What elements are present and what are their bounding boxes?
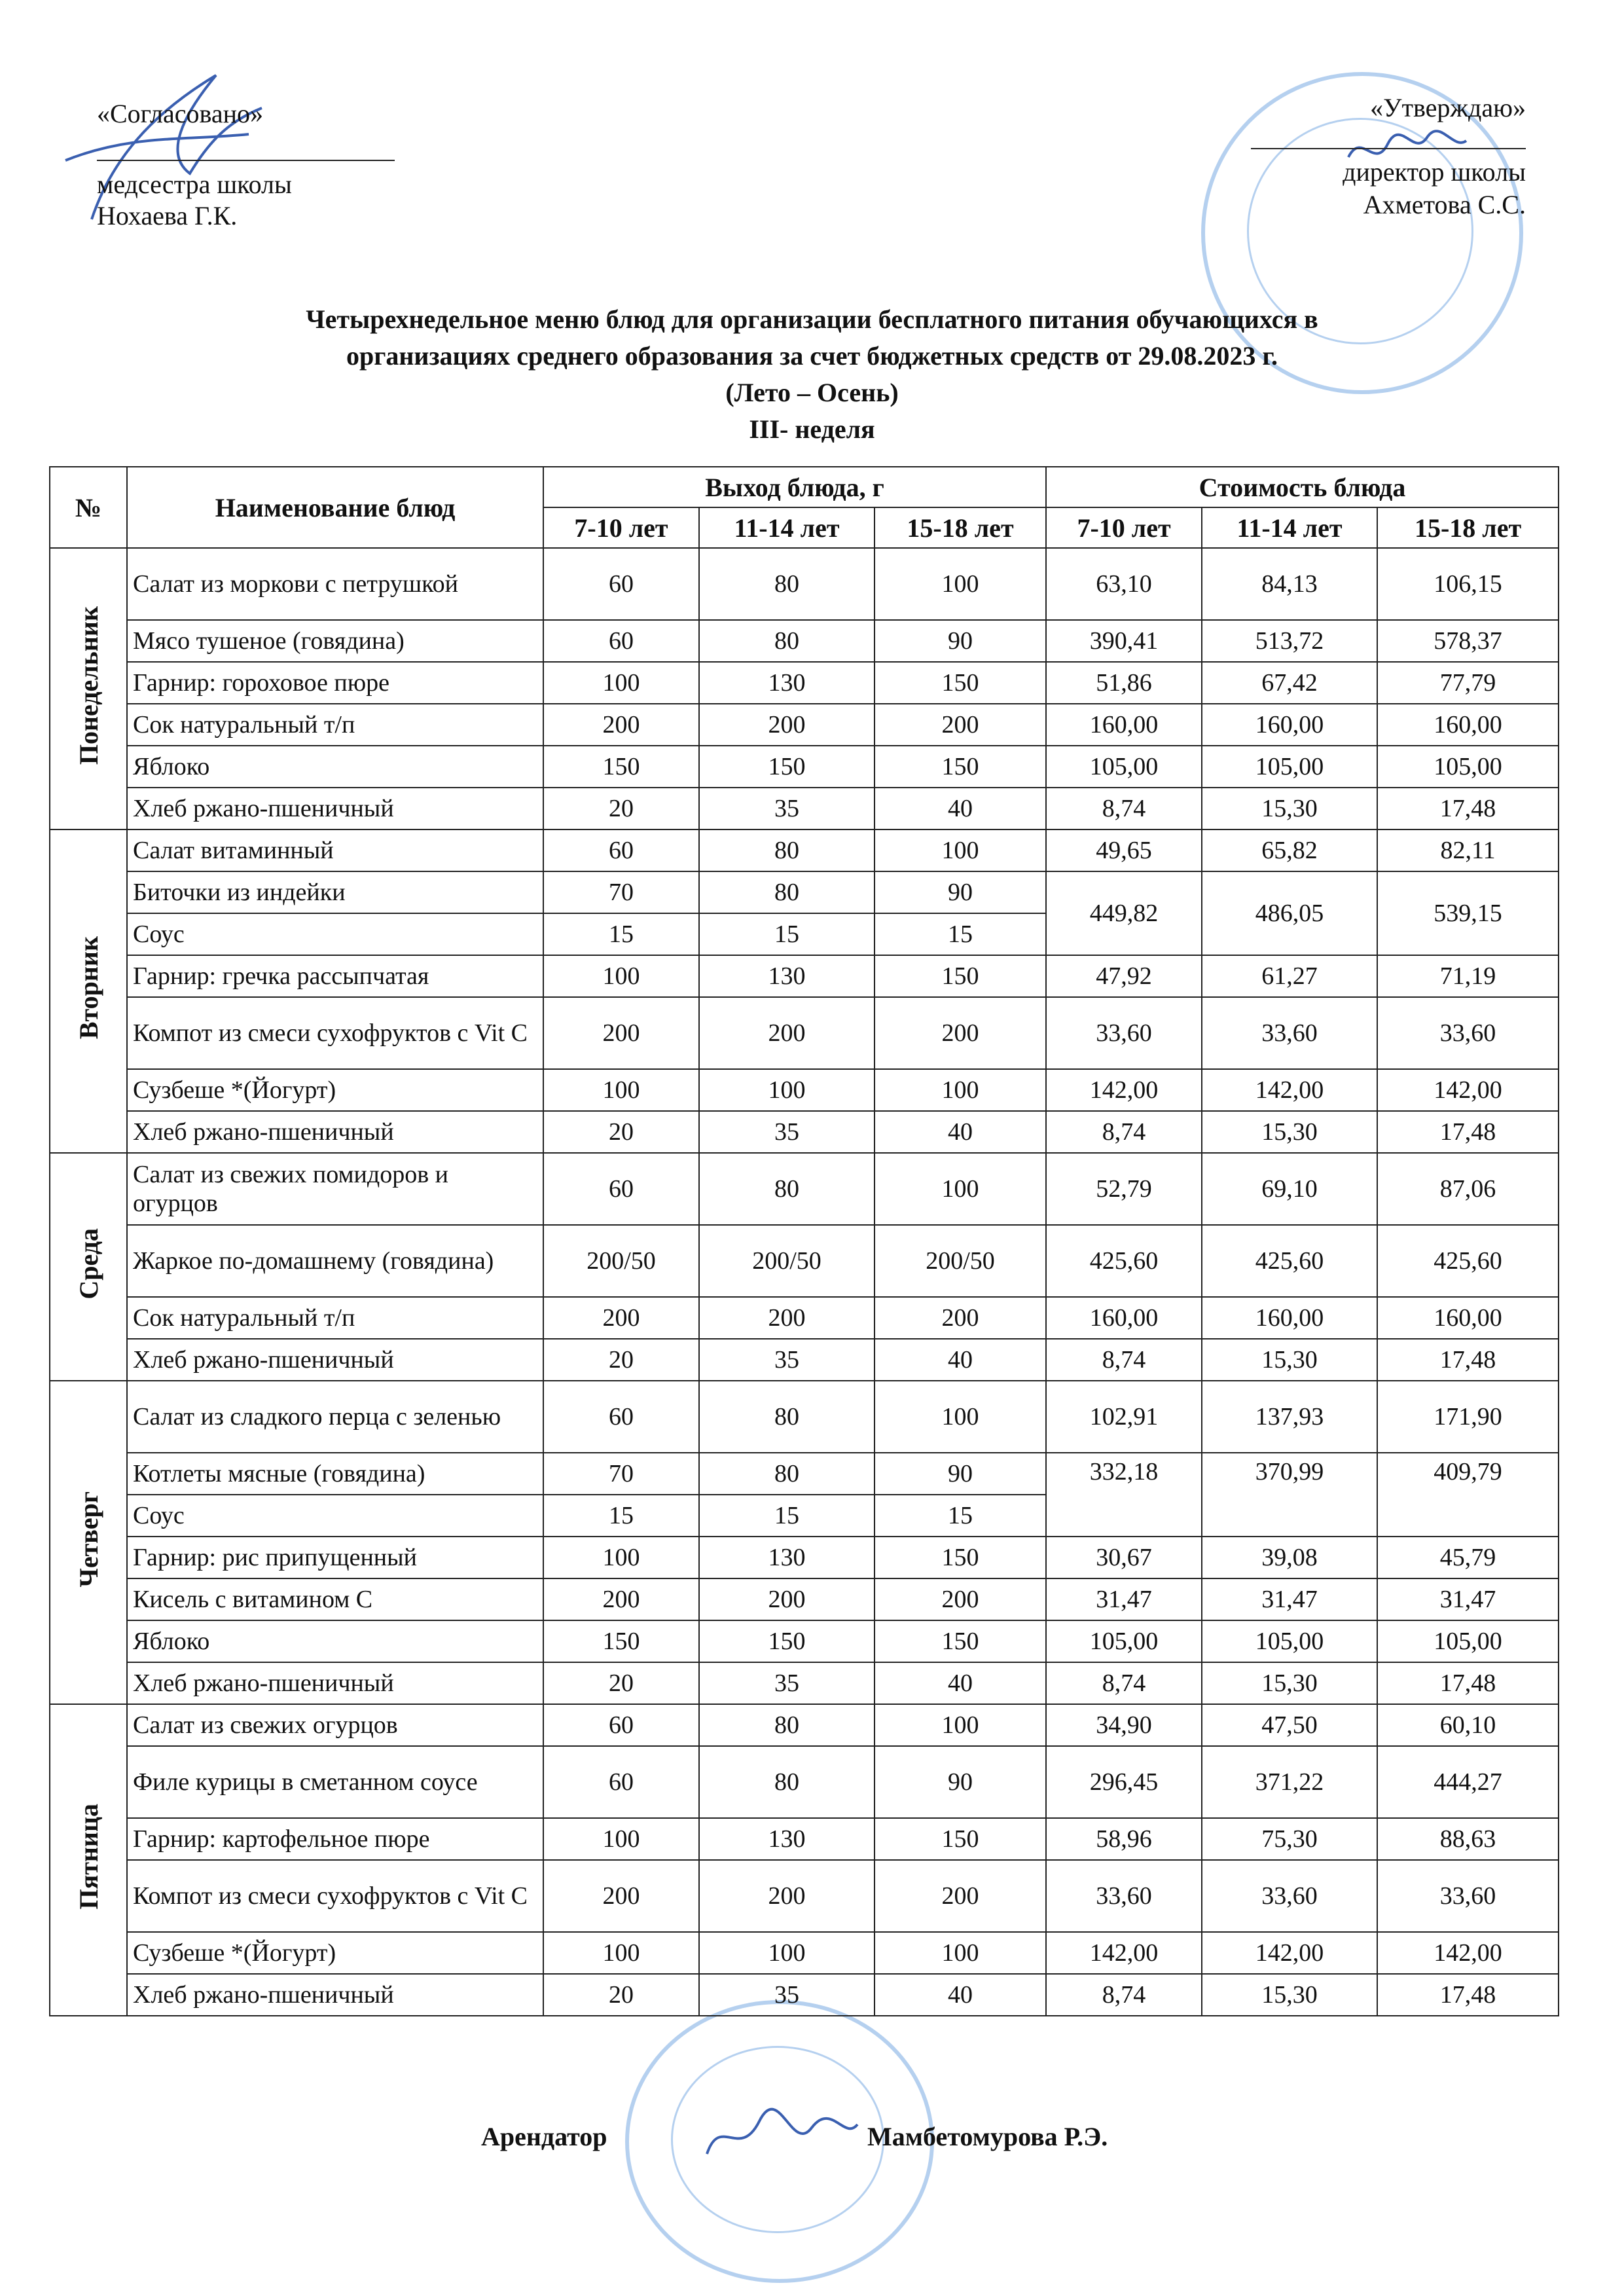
cost-7-10: 8,74 <box>1046 1339 1202 1381</box>
yield-11-14: 80 <box>699 1153 875 1225</box>
yield-15-18: 200 <box>875 1860 1046 1932</box>
day-label: Вторник <box>73 936 103 1040</box>
yield-11-14: 100 <box>699 1932 875 1974</box>
table-row <box>50 1620 1559 1662</box>
yield-11-14: 80 <box>699 829 875 871</box>
yield-7-10: 200 <box>543 1578 699 1620</box>
table-row <box>50 1704 1559 1746</box>
cost-15-18: 60,10 <box>1377 1704 1559 1746</box>
cost-7-10: 34,90 <box>1046 1704 1202 1746</box>
cost-11-14: 33,60 <box>1202 997 1377 1069</box>
header-cost: Стоимость блюда <box>1046 467 1559 507</box>
yield-7-10: 60 <box>543 829 699 871</box>
yield-7-10: 100 <box>543 1818 699 1860</box>
yield-7-10: 150 <box>543 1620 699 1662</box>
agreed-block <box>97 98 395 232</box>
cost-15-18: 17,48 <box>1377 1111 1559 1153</box>
cost-11-14: 15,30 <box>1202 1111 1377 1153</box>
table-row <box>50 1069 1559 1111</box>
cost-11-14: 142,00 <box>1202 1069 1377 1111</box>
yield-11-14: 100 <box>699 1069 875 1111</box>
tenant-label: Арендатор <box>481 2122 607 2151</box>
yield-11-14: 200 <box>699 1578 875 1620</box>
table-row <box>50 1297 1559 1339</box>
cost-11-14: 39,08 <box>1202 1537 1377 1578</box>
dish-name: Гарнир: гречка рассыпчатая <box>127 955 543 997</box>
cost-15-18: 425,60 <box>1377 1225 1559 1297</box>
cost-7-10: 142,00 <box>1046 1932 1202 1974</box>
header-age-cost-15-18: 15-18 лет <box>1377 507 1559 548</box>
yield-11-14: 150 <box>699 1620 875 1662</box>
table-row <box>50 1860 1559 1932</box>
yield-7-10: 60 <box>543 1704 699 1746</box>
yield-7-10: 20 <box>543 788 699 829</box>
cost-11-14: 69,10 <box>1202 1153 1377 1225</box>
cost-11-14: 15,30 <box>1202 1662 1377 1704</box>
cost-11-14: 84,13 <box>1202 548 1377 620</box>
table-row <box>50 1974 1559 2016</box>
dish-name: Сок натуральный т/п <box>127 704 543 746</box>
yield-7-10: 20 <box>543 1974 699 2016</box>
yield-11-14: 80 <box>699 1453 875 1495</box>
dish-name: Гарнир: гороховое пюре <box>127 662 543 704</box>
cost-15-18: 578,37 <box>1377 620 1559 662</box>
day-label: Понедельник <box>73 606 103 765</box>
yield-15-18: 200 <box>875 704 1046 746</box>
yield-11-14: 35 <box>699 1662 875 1704</box>
yield-7-10: 20 <box>543 1111 699 1153</box>
yield-7-10: 100 <box>543 662 699 704</box>
yield-15-18: 100 <box>875 1381 1046 1453</box>
cost-15-18: 539,15 <box>1377 871 1559 955</box>
cost-7-10: 390,41 <box>1046 620 1202 662</box>
cost-11-14: 142,00 <box>1202 1932 1377 1974</box>
yield-7-10: 200 <box>543 997 699 1069</box>
cost-11-14: 425,60 <box>1202 1225 1377 1297</box>
day-tuesday <box>50 829 127 1153</box>
yield-7-10: 60 <box>543 1746 699 1818</box>
yield-7-10: 60 <box>543 1381 699 1453</box>
cost-7-10: 47,92 <box>1046 955 1202 997</box>
yield-11-14: 200 <box>699 997 875 1069</box>
header-age-cost-11-14: 11-14 лет <box>1202 507 1377 548</box>
yield-7-10: 100 <box>543 1537 699 1578</box>
cost-11-14: 137,93 <box>1202 1381 1377 1453</box>
cost-15-18: 88,63 <box>1377 1818 1559 1860</box>
yield-7-10: 200/50 <box>543 1225 699 1297</box>
dish-name: Филе курицы в сметанном соусе <box>127 1746 543 1818</box>
yield-15-18: 200 <box>875 997 1046 1069</box>
yield-11-14: 130 <box>699 1818 875 1860</box>
yield-15-18: 40 <box>875 1339 1046 1381</box>
yield-15-18: 200 <box>875 1578 1046 1620</box>
dish-name: Гарнир: картофельное пюре <box>127 1818 543 1860</box>
cost-7-10: 8,74 <box>1046 788 1202 829</box>
title-week: III- неделя <box>749 414 875 444</box>
dish-name: Компот из смеси сухофруктов с Vit C <box>127 1860 543 1932</box>
dish-name: Кисель с витамином С <box>127 1578 543 1620</box>
agreed-position: медсестра школы <box>97 170 292 199</box>
cost-7-10: 33,60 <box>1046 997 1202 1069</box>
yield-11-14: 80 <box>699 871 875 913</box>
entrepreneur-signature <box>694 2095 864 2174</box>
cost-7-10: 296,45 <box>1046 1746 1202 1818</box>
yield-11-14: 80 <box>699 1746 875 1818</box>
dish-name: Салат из сладкого перца с зеленью <box>127 1381 543 1453</box>
yield-15-18: 100 <box>875 1153 1046 1225</box>
approve-signature-line <box>1251 124 1526 149</box>
cost-7-10: 49,65 <box>1046 829 1202 871</box>
cost-15-18: 105,00 <box>1377 746 1559 788</box>
day-thursday <box>50 1381 127 1704</box>
yield-7-10: 60 <box>543 1153 699 1225</box>
agreed-name: Нохаева Г.К. <box>97 201 238 230</box>
dish-name: Хлеб ржано-пшеничный <box>127 788 543 829</box>
cost-15-18: 444,27 <box>1377 1746 1559 1818</box>
yield-15-18: 100 <box>875 1932 1046 1974</box>
cost-15-18: 17,48 <box>1377 1662 1559 1704</box>
yield-11-14: 130 <box>699 662 875 704</box>
yield-15-18: 100 <box>875 548 1046 620</box>
yield-11-14: 80 <box>699 1704 875 1746</box>
dish-name: Яблоко <box>127 1620 543 1662</box>
dish-name: Салат из моркови с петрушкой <box>127 548 543 620</box>
yield-11-14: 80 <box>699 1381 875 1453</box>
yield-11-14: 15 <box>699 913 875 955</box>
header-number: № <box>50 467 127 548</box>
day-label: Четверг <box>73 1491 103 1588</box>
yield-11-14: 150 <box>699 746 875 788</box>
table-row <box>50 1111 1559 1153</box>
table-row <box>50 997 1559 1069</box>
cost-15-18: 105,00 <box>1377 1620 1559 1662</box>
yield-15-18: 150 <box>875 746 1046 788</box>
yield-11-14: 80 <box>699 548 875 620</box>
cost-15-18: 82,11 <box>1377 829 1559 871</box>
cost-11-14: 15,30 <box>1202 1339 1377 1381</box>
table-row <box>50 788 1559 829</box>
dish-name: Соус <box>127 1495 543 1537</box>
cost-15-18: 77,79 <box>1377 662 1559 704</box>
cost-15-18: 31,47 <box>1377 1578 1559 1620</box>
agreed-signature-line <box>97 130 395 161</box>
cost-7-10: 102,91 <box>1046 1381 1202 1453</box>
cost-15-18: 17,48 <box>1377 1339 1559 1381</box>
title-season: (Лето – Осень) <box>725 378 899 407</box>
yield-7-10: 200 <box>543 704 699 746</box>
day-monday <box>50 548 127 829</box>
cost-11-14: 105,00 <box>1202 1620 1377 1662</box>
table-row <box>50 1381 1559 1453</box>
dish-name: Биточки из индейки <box>127 871 543 913</box>
dish-name: Салат витаминный <box>127 829 543 871</box>
cost-15-18: 142,00 <box>1377 1069 1559 1111</box>
yield-11-14: 35 <box>699 1974 875 2016</box>
yield-11-14: 15 <box>699 1495 875 1537</box>
header-dish-name: Наименование блюд <box>127 467 543 548</box>
yield-15-18: 150 <box>875 1620 1046 1662</box>
cost-15-18: 160,00 <box>1377 1297 1559 1339</box>
cost-7-10: 425,60 <box>1046 1225 1202 1297</box>
table-row <box>50 871 1559 913</box>
table-row <box>50 1453 1559 1495</box>
yield-7-10: 15 <box>543 913 699 955</box>
yield-7-10: 200 <box>543 1297 699 1339</box>
table-row <box>50 548 1559 620</box>
table-row <box>50 1818 1559 1860</box>
dish-name: Салат из свежих помидоров и огурцов <box>127 1153 543 1225</box>
yield-15-18: 100 <box>875 1069 1046 1111</box>
cost-11-14: 513,72 <box>1202 620 1377 662</box>
dish-name: Сузбеше *(Йогурт) <box>127 1069 543 1111</box>
cost-11-14: 160,00 <box>1202 704 1377 746</box>
dish-name: Хлеб ржано-пшеничный <box>127 1974 543 2016</box>
cost-15-18: 17,48 <box>1377 1974 1559 2016</box>
yield-15-18: 100 <box>875 829 1046 871</box>
yield-15-18: 200/50 <box>875 1225 1046 1297</box>
cost-7-10: 30,67 <box>1046 1537 1202 1578</box>
yield-11-14: 200 <box>699 704 875 746</box>
yield-15-18: 150 <box>875 1537 1046 1578</box>
yield-7-10: 100 <box>543 955 699 997</box>
yield-11-14: 200 <box>699 1860 875 1932</box>
cost-7-10: 51,86 <box>1046 662 1202 704</box>
yield-15-18: 15 <box>875 913 1046 955</box>
dish-name: Соус <box>127 913 543 955</box>
yield-11-14: 200 <box>699 1297 875 1339</box>
cost-11-14: 105,00 <box>1202 746 1377 788</box>
cost-11-14: 371,22 <box>1202 1746 1377 1818</box>
yield-7-10: 70 <box>543 871 699 913</box>
table-row <box>50 1662 1559 1704</box>
dish-name: Хлеб ржано-пшеничный <box>127 1111 543 1153</box>
cost-7-10: 160,00 <box>1046 704 1202 746</box>
cost-11-14: 33,60 <box>1202 1860 1377 1932</box>
dish-name: Компот из смеси сухофруктов с Vit C <box>127 997 543 1069</box>
cost-15-18: 45,79 <box>1377 1537 1559 1578</box>
dish-name: Гарнир: рис припущенный <box>127 1537 543 1578</box>
table-row <box>50 829 1559 871</box>
tenant-name: Мамбетомурова Р.Э. <box>867 2122 1108 2151</box>
cost-7-10: 105,00 <box>1046 746 1202 788</box>
yield-15-18: 90 <box>875 1746 1046 1818</box>
table-row <box>50 620 1559 662</box>
cost-15-18: 87,06 <box>1377 1153 1559 1225</box>
title-line-1: Четырехнедельное меню блюд для организации бесплатного питания обучающихся в <box>306 304 1318 334</box>
day-label: Пятница <box>73 1804 103 1910</box>
cost-11-14: 370,99 <box>1202 1453 1377 1537</box>
dish-name: Жаркое по-домашнему (говядина) <box>127 1225 543 1297</box>
day-wednesday <box>50 1153 127 1381</box>
cost-11-14: 67,42 <box>1202 662 1377 704</box>
table-row <box>50 1932 1559 1974</box>
cost-7-10: 52,79 <box>1046 1153 1202 1225</box>
cost-15-18: 33,60 <box>1377 1860 1559 1932</box>
cost-15-18: 409,79 <box>1377 1453 1559 1537</box>
cost-15-18: 17,48 <box>1377 788 1559 829</box>
table-row <box>50 1578 1559 1620</box>
dish-name: Сузбеше *(Йогурт) <box>127 1932 543 1974</box>
approve-name: Ахметова С.С. <box>1363 190 1526 219</box>
yield-7-10: 20 <box>543 1662 699 1704</box>
approve-block <box>1251 92 1526 221</box>
table-row <box>50 1339 1559 1381</box>
yield-7-10: 60 <box>543 548 699 620</box>
menu-table <box>49 466 1559 2016</box>
header-age-cost-7-10: 7-10 лет <box>1046 507 1202 548</box>
cost-15-18: 33,60 <box>1377 997 1559 1069</box>
table-row <box>50 704 1559 746</box>
cost-11-14: 160,00 <box>1202 1297 1377 1339</box>
yield-15-18: 150 <box>875 955 1046 997</box>
yield-15-18: 40 <box>875 1111 1046 1153</box>
yield-11-14: 80 <box>699 620 875 662</box>
cost-7-10: 8,74 <box>1046 1111 1202 1153</box>
dish-name: Яблоко <box>127 746 543 788</box>
cost-11-14: 15,30 <box>1202 1974 1377 2016</box>
yield-15-18: 90 <box>875 1453 1046 1495</box>
yield-11-14: 130 <box>699 955 875 997</box>
cost-11-14: 61,27 <box>1202 955 1377 997</box>
yield-7-10: 15 <box>543 1495 699 1537</box>
cost-7-10: 8,74 <box>1046 1974 1202 2016</box>
day-label: Среда <box>73 1228 103 1300</box>
dish-name: Хлеб ржано-пшеничный <box>127 1662 543 1704</box>
yield-7-10: 100 <box>543 1069 699 1111</box>
cost-7-10: 58,96 <box>1046 1818 1202 1860</box>
table-row <box>50 1537 1559 1578</box>
yield-15-18: 40 <box>875 788 1046 829</box>
header-age-yield-7-10: 7-10 лет <box>543 507 699 548</box>
cost-15-18: 106,15 <box>1377 548 1559 620</box>
yield-7-10: 20 <box>543 1339 699 1381</box>
title-line-2: организациях среднего образования за счет бюджетных средств от 29.08.2023 г. <box>346 341 1278 371</box>
cost-7-10: 332,18 <box>1046 1453 1202 1537</box>
table-row <box>50 746 1559 788</box>
cost-11-14: 486,05 <box>1202 871 1377 955</box>
agreed-label: «Согласовано» <box>97 99 264 128</box>
table-row <box>50 662 1559 704</box>
yield-11-14: 35 <box>699 788 875 829</box>
header-age-yield-11-14: 11-14 лет <box>699 507 875 548</box>
header-age-yield-15-18: 15-18 лет <box>875 507 1046 548</box>
yield-7-10: 60 <box>543 620 699 662</box>
yield-11-14: 130 <box>699 1537 875 1578</box>
dish-name: Сок натуральный т/п <box>127 1297 543 1339</box>
yield-15-18: 150 <box>875 1818 1046 1860</box>
yield-15-18: 150 <box>875 662 1046 704</box>
dish-name: Хлеб ржано-пшеничный <box>127 1339 543 1381</box>
yield-7-10: 100 <box>543 1932 699 1974</box>
cost-7-10: 33,60 <box>1046 1860 1202 1932</box>
cost-11-14: 15,30 <box>1202 788 1377 829</box>
yield-7-10: 70 <box>543 1453 699 1495</box>
table-row <box>50 1746 1559 1818</box>
cost-7-10: 160,00 <box>1046 1297 1202 1339</box>
cost-15-18: 142,00 <box>1377 1932 1559 1974</box>
dish-name: Мясо тушеное (говядина) <box>127 620 543 662</box>
yield-15-18: 200 <box>875 1297 1046 1339</box>
yield-15-18: 100 <box>875 1704 1046 1746</box>
cost-15-18: 71,19 <box>1377 955 1559 997</box>
yield-7-10: 150 <box>543 746 699 788</box>
cost-7-10: 31,47 <box>1046 1578 1202 1620</box>
yield-15-18: 15 <box>875 1495 1046 1537</box>
yield-15-18: 90 <box>875 620 1046 662</box>
cost-7-10: 142,00 <box>1046 1069 1202 1111</box>
approve-position: директор школы <box>1343 157 1526 187</box>
document-title <box>65 301 1559 448</box>
cost-7-10: 63,10 <box>1046 548 1202 620</box>
dish-name: Котлеты мясные (говядина) <box>127 1453 543 1495</box>
yield-11-14: 35 <box>699 1111 875 1153</box>
dish-name: Салат из свежих огурцов <box>127 1704 543 1746</box>
day-friday <box>50 1704 127 2016</box>
table-row <box>50 1225 1559 1297</box>
cost-7-10: 8,74 <box>1046 1662 1202 1704</box>
cost-7-10: 449,82 <box>1046 871 1202 955</box>
yield-15-18: 90 <box>875 871 1046 913</box>
cost-11-14: 75,30 <box>1202 1818 1377 1860</box>
cost-11-14: 31,47 <box>1202 1578 1377 1620</box>
yield-7-10: 200 <box>543 1860 699 1932</box>
table-row <box>50 955 1559 997</box>
yield-11-14: 200/50 <box>699 1225 875 1297</box>
cost-11-14: 47,50 <box>1202 1704 1377 1746</box>
yield-11-14: 35 <box>699 1339 875 1381</box>
cost-11-14: 65,82 <box>1202 829 1377 871</box>
cost-7-10: 105,00 <box>1046 1620 1202 1662</box>
cost-15-18: 160,00 <box>1377 704 1559 746</box>
header-yield: Выход блюда, г <box>543 467 1046 507</box>
cost-15-18: 171,90 <box>1377 1381 1559 1453</box>
table-row <box>50 1153 1559 1225</box>
yield-15-18: 40 <box>875 1662 1046 1704</box>
approve-label: «Утверждаю» <box>1370 93 1526 122</box>
yield-15-18: 40 <box>875 1974 1046 2016</box>
